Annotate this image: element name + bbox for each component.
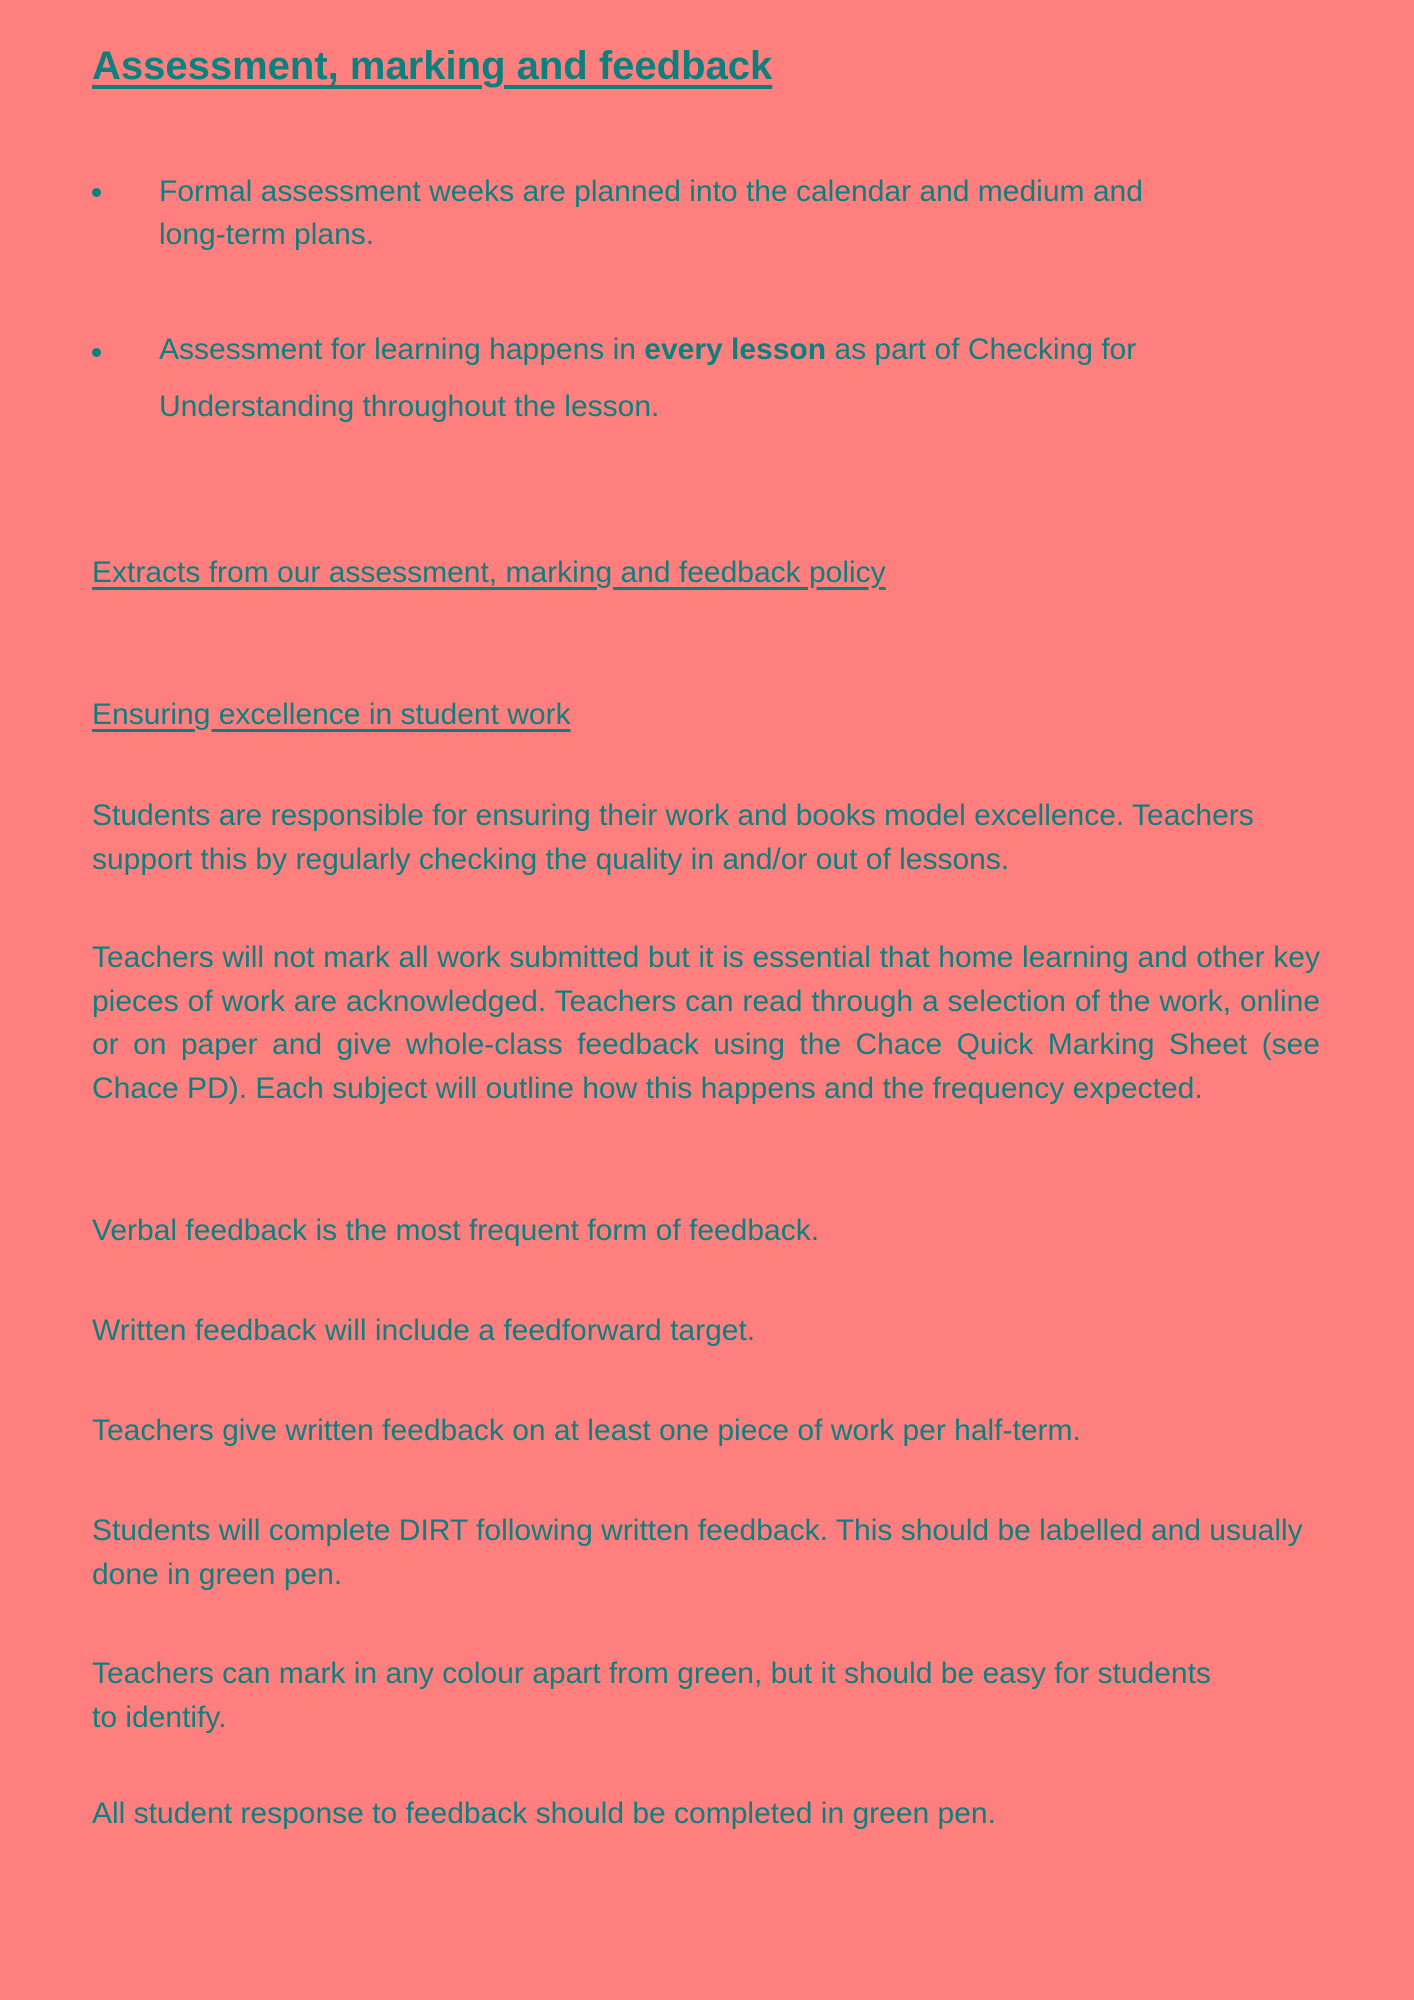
paragraph-verbal-feedback: Verbal feedback is the most frequent form of feedback. [92,1214,820,1247]
section-heading: Ensuring excellence in student work [92,698,571,731]
bullet-text-emphasis: every lesson [644,333,827,366]
paragraph-responsibility: Students are responsible for ensuring their work and books model excellence. Teachers support this by regularly checking the quality in and/or out of lessons. [92,799,1254,876]
paragraph-green-pen: All student response to feedback should be completed in green pen. [92,1797,996,1830]
paragraph-dirt: Students will complete DIRT following written feedback. This should be labelled and usually done in green pen. [92,1514,1303,1591]
bullet-icon [92,188,101,197]
bullet-text [159,321,1259,435]
page-title: Assessment, marking and feedback [92,44,773,88]
bullet-text-end: as part of Checking for Understanding throughout the lesson. [159,333,1137,423]
paragraph-half-term: Teachers give written feedback on at least one piece of work per half-term. [92,1414,1081,1447]
paragraph-marking-colour: Teachers can mark in any colour apart from green, but it should be easy for students to identify. [92,1657,1211,1734]
extracts-heading: Extracts from our assessment, marking and feedback policy [92,556,886,589]
bullet-icon [92,348,101,357]
paragraph-written-feedback: Written feedback will include a feedforward target. [92,1314,756,1347]
paragraph-marking: Teachers will not mark all work submitted but it is essential that home learning and other key pieces of work are acknowledged. Teachers can read through a selection of the work, online or on paper and give whole-class feedback using the Chace Quick Marking Sheet (see Chace PD). Each subject will outline how this happens and the frequency expected. [92,941,1320,1105]
bullet-text: Formal assessment weeks are planned into the calendar and medium and long-term plans. [159,175,1143,251]
bullet-text-start: Assessment for learning happens in [159,333,645,366]
